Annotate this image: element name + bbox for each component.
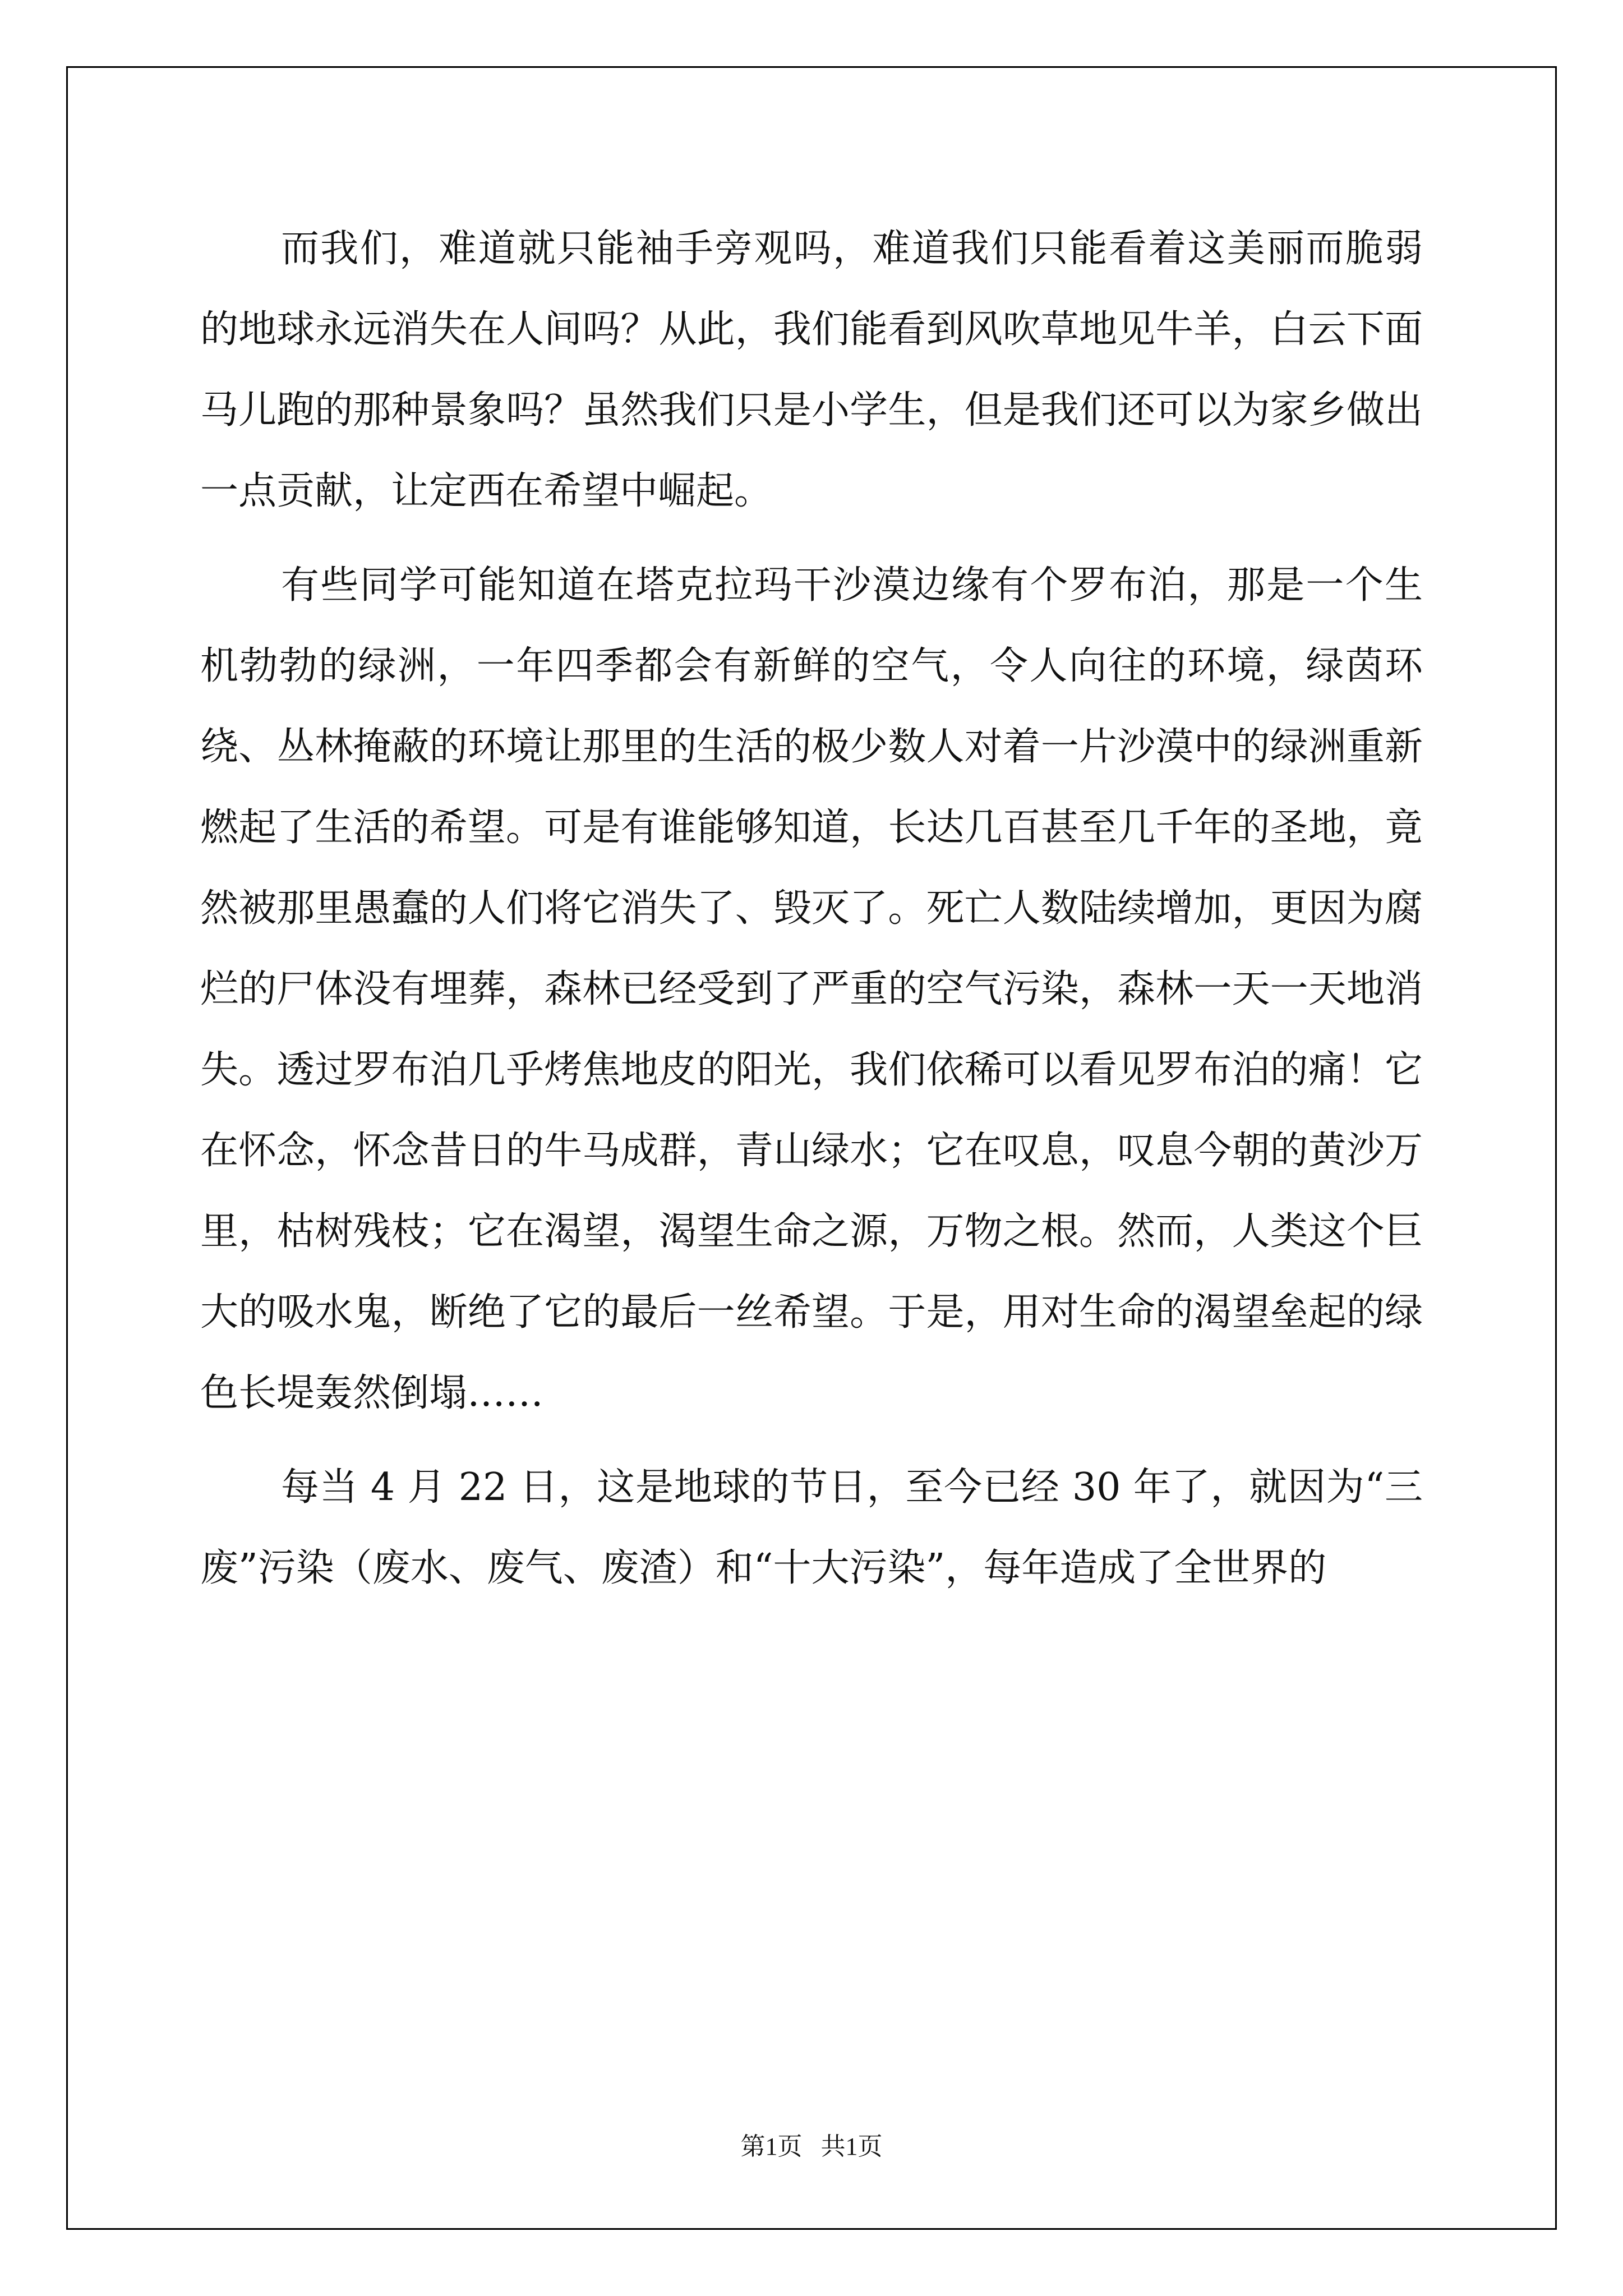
paragraph-2: 有些同学可能知道在塔克拉玛干沙漠边缘有个罗布泊，那是一个生机勃勃的绿洲，一年四季都会有新鲜的空气，令人向往的环境，绿茵环绕、丛林掩蔽的环境让那里的生活的极少数人对着一片沙漠中的绿洲重新燃起了生活的希望。可是有谁能够知道，长达几百甚至几千年的圣地，竟然被那里愚蠢的人们将它消失了、毁灭了。死亡人数陆续增加，更因为腐烂的尸体没有埋葬，森林已经受到了严重的空气污染，森林一天一天地消失。透过罗布泊几乎烤焦地皮的阳光，我们依稀可以看见罗布泊的痛！它在怀念，怀念昔日的牛马成群，青山绿水；它在叹息，叹息今朝的黄沙万里，枯树残枝；它在渴望，渴望生命之源，万物之根。然而，人类这个巨大的吸水鬼，断绝了它的最后一丝希望。于是，用对生命的渴望垒起的绿色长堤轰然倒塌……: [200, 563, 1423, 1415]
page-number-footer: 第1页 共1页: [740, 2133, 883, 2160]
paragraph-1: 而我们，难道就只能袖手旁观吗，难道我们只能看着这美丽而脆弱的地球永远消失在人间吗？从此，我们能看到风吹草地见牛羊，白云下面马儿跑的那种景象吗？虽然我们只是小学生，但是我们还可以为家乡做出一点贡献，让定西在希望中崛起。: [200, 227, 1423, 513]
paragraph-3: 每当 4 月 22 日，这是地球的节日，至今已经 30 年了，就因为“三废”污染（废水、废气、废渣）和“十大污染”，每年造成了全世界的: [200, 1465, 1423, 1590]
document-body: [200, 209, 1423, 1622]
